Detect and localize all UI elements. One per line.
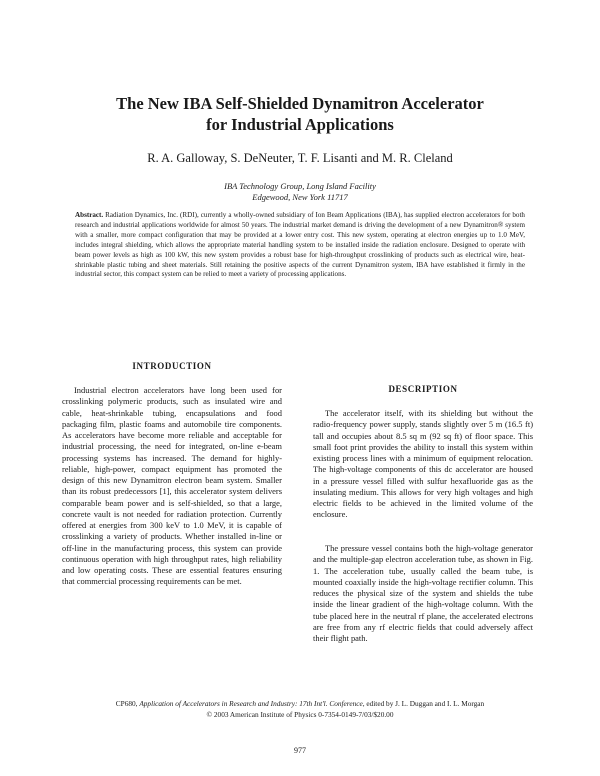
title-line-2: for Industrial Applications	[206, 115, 394, 134]
affiliation	[40, 181, 560, 203]
affiliation-line-1: IBA Technology Group, Long Island Facility	[224, 181, 376, 191]
citation-footer	[40, 698, 560, 720]
description-paragraph-1: The accelerator itself, with its shielding but without the radio-frequency power supply, stands slightly over 5 m (16.5 ft) tall and occupies about 8.5 sq m (92 sq ft) of floor space. This small foot print provides the ability to install this system within existing process lines with a minimum of equipment relocation. The high-voltage components of this dc accelerator are housed in a pressure vessel filled with sulfur hexafluoride gas as the insulating medium. This allows for very high voltages and high electric fields to be achieved in the limited volume of the enclosure.	[313, 408, 533, 520]
abstract-text: Radiation Dynamics, Inc. (RDI), currently a wholly-owned subsidiary of Ion Beam Applications (IBA), has supplied electron accelerators for both research and industrial applications worldwide for almost 50 years. The industrial market demand is driving the development of a new Dynamitron® system with a smaller, more compact configuration that may be provided at a lower entry cost. This new system, operating at electron energies up to 1.0 MeV, includes integral shielding, which allows the appropriate material handling system to be installed inside the radiation enclosure. Designed to operate with beam power levels as high as 100 kW, this new system provides a robust base for high-throughput crosslinking of products such as electrical wire, heat-shrinkable plastic tubing and sheet materials. Still retaining the positive aspects of the current Dynamitron system, IBA have established it firmly in the industrial sector, this compact system can be relied to meet a variety of processing applications.	[75, 211, 525, 279]
description-section-1	[313, 408, 533, 521]
citation-prefix: CP680,	[115, 699, 138, 708]
description-heading: DESCRIPTION	[388, 384, 458, 394]
author-list: R. A. Galloway, S. DeNeuter, T. F. Lisanti and M. R. Cleland	[147, 151, 453, 165]
citation-editors: edited by J. L. Duggan and I. L. Morgan	[366, 699, 485, 708]
abstract	[75, 211, 525, 280]
page-number: 977	[294, 746, 306, 755]
citation-line	[40, 698, 560, 709]
proceedings-title: Application of Accelerators in Research and Industry: 17th Int'l. Conference,	[139, 699, 365, 708]
introduction-paragraph: Industrial electron accelerators have long been used for crosslinking polymeric products, such as insulated wire and cable, heat-shrinkable tubing, encapsulations and food packaging film, plastic foams and automobile tire components. As accelerators have become more reliable and acceptable for industrial processing, the need for integrated, on-line e-beam processing systems has increased. The demand for highly-reliable, high-power, compact equipment has promoted the design of this new Dynamitron electron beam system. Smaller than its robust predecessors [1], this accelerator system delivers comparable beam power and is self-shielded, so that a large, concrete vault is not needed for radiation protection. Currently offered at energies from 300 keV to 1.0 MeV, it is capable of crosslinking a variety of products. Whether installed in-line or off-line in the manufacturing process, this system can provide continuous operation with high throughput rates, high reliability and low operating costs. These are essential features ensuring that commercial processing requirements can be met.	[62, 385, 282, 587]
introduction-section	[62, 385, 282, 588]
description-paragraph-2: The pressure vessel contains both the high-voltage generator and the multiple-gap electron acceleration tube, as shown in Fig. 1. The acceleration tube, usually called the beam tube, is mounted coaxially inside the high-voltage rectifier column. This reduces the physical size of the system and shields the tube inside the linear gradient of the high-voltage column. With the tube placed here in the neutral rf plane, the accelerated electrons are free from any rf electric fields that could adversely affect their flight path.	[313, 543, 533, 643]
affiliation-line-2: Edgewood, New York 11717	[252, 192, 348, 202]
paper-title	[40, 93, 560, 135]
description-section-2	[313, 543, 533, 644]
introduction-heading: INTRODUCTION	[132, 361, 212, 371]
abstract-label: Abstract.	[75, 211, 104, 219]
title-line-1: The New IBA Self-Shielded Dynamitron Accelerator	[116, 94, 484, 113]
copyright-line: © 2003 American Institute of Physics 0-7354-0149-7/03/$20.00	[206, 710, 394, 719]
